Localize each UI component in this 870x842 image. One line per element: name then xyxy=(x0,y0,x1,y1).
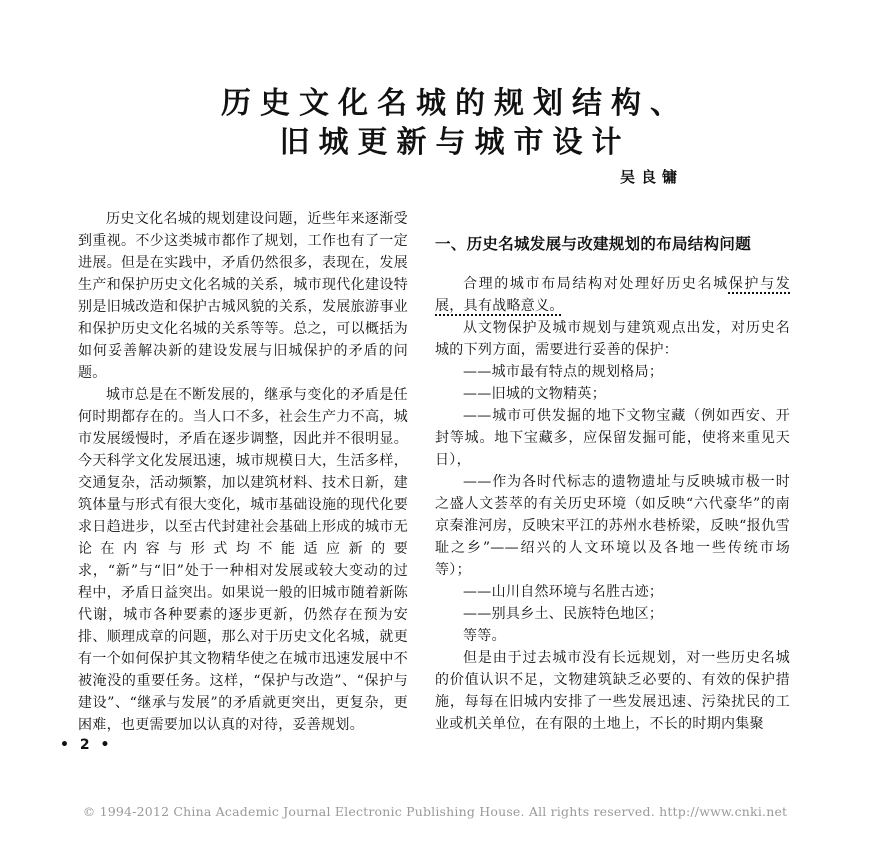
list-item: ——别具乡土、民族特色地区； xyxy=(463,606,664,622)
body-paragraph xyxy=(435,273,790,317)
right-column xyxy=(435,232,790,735)
copyright-footer: © 1994-2012 China Academic Journal Electronic Publishing House. All rights reserved. http://www.cnki.net xyxy=(82,804,788,819)
section-heading: 一、历史名城发展与改建规划的布局结构问题 xyxy=(435,235,752,253)
list-item: 等等。 xyxy=(463,628,506,644)
emphasized-text: 保护与发展，具有战略意义。 xyxy=(435,276,790,314)
page-number: • 2 • xyxy=(60,737,113,753)
article-title-line-1: 历史文化名城的规划结构、 xyxy=(221,86,689,121)
body-paragraph: 历史文化名城的规划建设问题，近些年来逐渐受到重视。不少这类城市都作了规划，工作也有了一定进展。但是在实践中，矛盾仍然很多，表现在，发展生产和保护历史文化名城的关系，城市现代化建设特别是旧城改造和保护古城风貌的关系，发展旅游事业和保护历史文化名城的关系等等。总之，可以概括为如何妥善解决新的建设发展与旧城保护的矛盾的问题。 xyxy=(78,211,408,381)
article-title-line-2: 旧城更新与城市设计 xyxy=(279,125,631,160)
list-item: ——作为各时代标志的遗物遗址与反映城市极一时之盛人文荟萃的有关历史环境（如反映“六代豪华”的南京秦淮河房，反映宋平江的苏州水巷桥梁，反映“报仇雪耻之乡”——绍兴的人文环境以及各地一些传统市场等）； xyxy=(435,474,790,578)
list-item: ——城市最有特点的规划格局； xyxy=(463,364,664,380)
list-item: ——旧城的文物精英； xyxy=(463,386,606,402)
author-name: 吴良镛 xyxy=(620,168,684,186)
body-paragraph: 从文物保护及城市规划与建筑观点出发，对历史名城的下列方面，需要进行妥善的保护： xyxy=(435,320,790,358)
list-item: ——山川自然环境与名胜古迹； xyxy=(463,584,664,600)
list-item: ——城市可供发掘的地下文物宝藏（例如西安、开封等城。地下宝藏多，应保留发掘可能，使将来重见天日）， xyxy=(435,408,790,468)
left-column xyxy=(78,208,408,736)
body-paragraph: 城市总是在不断发展的，继承与变化的矛盾是任何时期都存在的。当人口不多，社会生产力不高，城市发展缓慢时，矛盾在逐步调整，因此并不很明显。今天科学文化发展迅速，城市规模日大，生活多样，交通复杂，活动频繁，加以建筑材料、技术日新，建筑体量与形式有很大变化，城市基础设施的现代化要求日趋进步，以至古代封建社会基础上形成的城市无论在内容与形式均不能适应新的要求，“新”与“旧”处于一种相对发展或较大变动的过程中，矛盾日益突出。如果说一般的旧城市随着新陈代谢，城市各种要素的逐步更新，仍然存在预为安排、顺理成章的问题，那么对于历史文化名城，就更有一个如何保护其文物精华使之在城市迅速发展中不被淹没的重要任务。这样，“保护与改造”、“保护与建设”、“继承与发展”的矛盾就更突出，更复杂，更困难，也更需要加以认真的对待，妥善规划。 xyxy=(78,387,408,733)
body-paragraph: 但是由于过去城市没有长远规划，对一些历史名城的价值认识不足，文物建筑缺乏必要的、有效的保护措施，每每在旧城内安排了一些发展迅速、污染扰民的工业或机关单位，在有限的土地上，不长的时期内集聚 xyxy=(435,650,790,732)
body-text: 合理的城市布局结构对处理好历史名城 xyxy=(463,276,729,292)
